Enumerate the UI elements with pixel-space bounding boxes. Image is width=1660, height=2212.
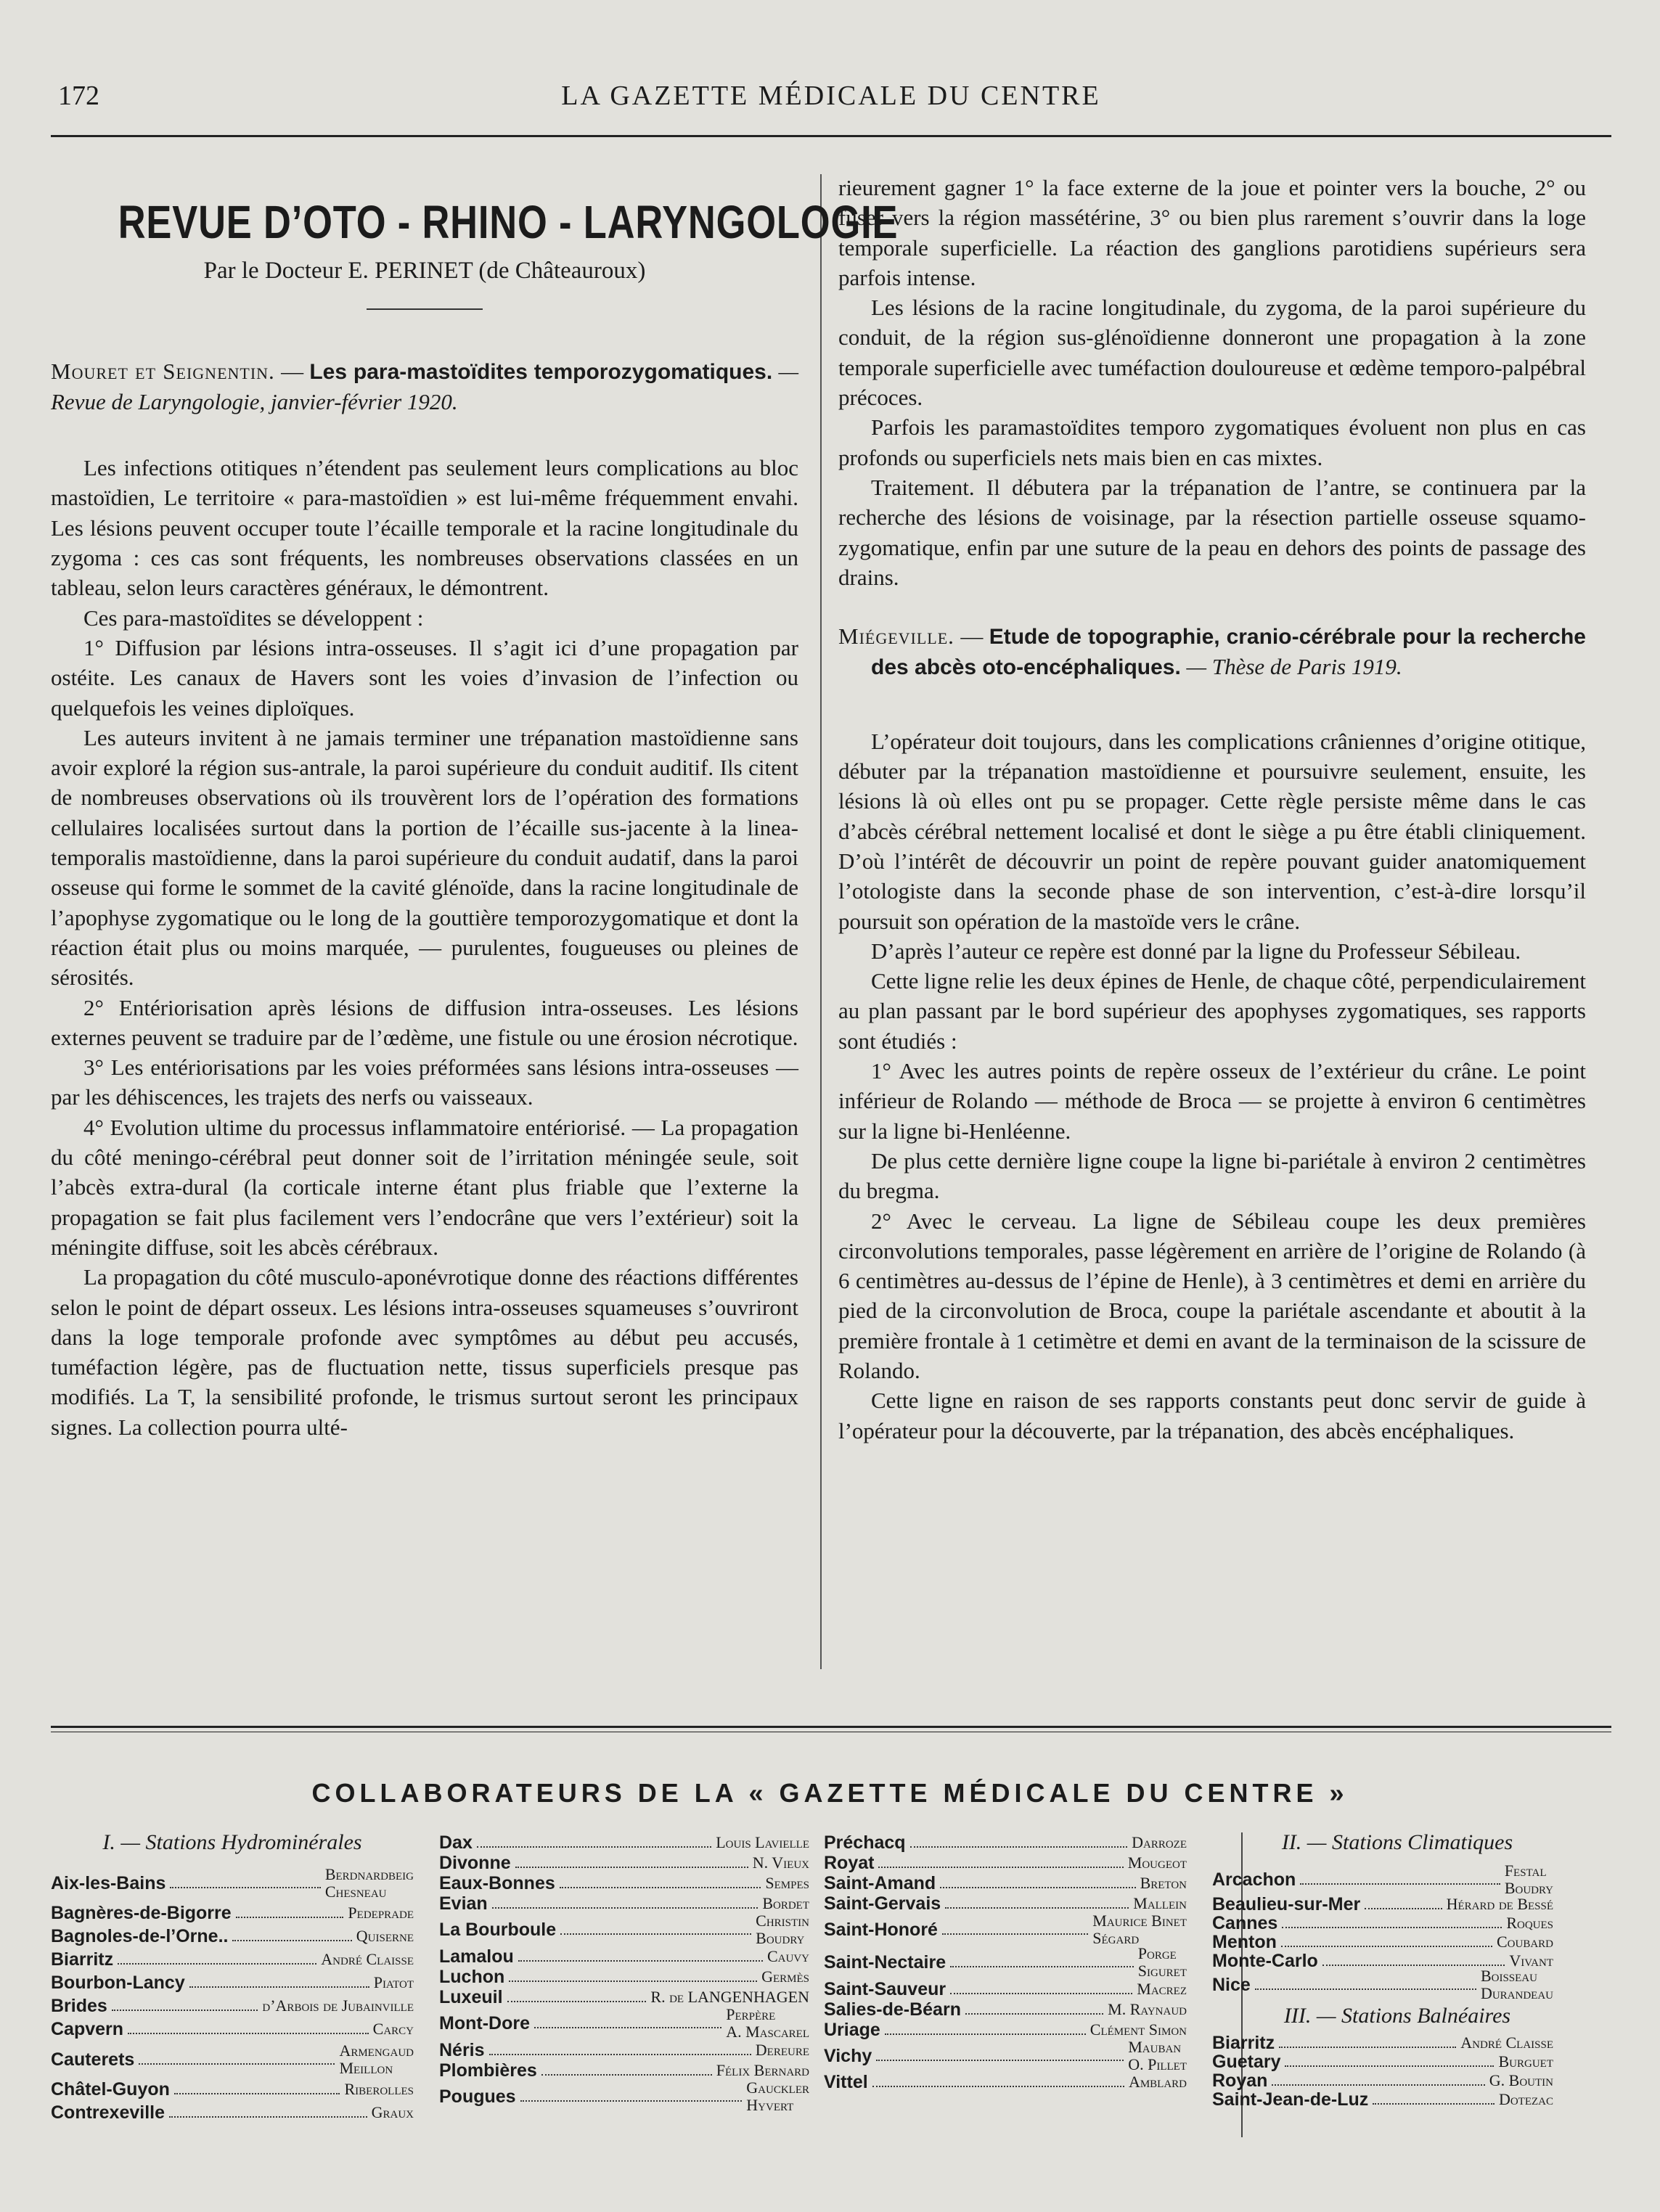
leader-dots bbox=[1281, 1937, 1492, 1947]
ref2-source: — Thèse de Paris 1919. bbox=[1180, 654, 1402, 680]
station-name: Luxeuil bbox=[439, 1986, 503, 2007]
running-head bbox=[51, 80, 1611, 123]
directory-entry bbox=[439, 1914, 809, 1946]
doctor-names: Cauvy bbox=[766, 1946, 809, 1965]
doctor-names: Gauckler Hyvert bbox=[746, 2078, 809, 2114]
doctor-names: Riberolles bbox=[344, 2080, 414, 2099]
station-name: Plombières bbox=[439, 2060, 537, 2081]
directory-column-1 bbox=[51, 1832, 414, 2124]
station-name: Arcachon bbox=[1212, 1869, 1296, 1890]
directory-entry bbox=[824, 1832, 1187, 1853]
doctor-names: Quiserne bbox=[356, 1927, 414, 1946]
leader-dots bbox=[560, 1878, 761, 1888]
collaborators-title: COLLABORATEURS DE LA « GAZETTE MÉDICALE DU CENTRE » bbox=[311, 1778, 1349, 1808]
station-name: Saint-Gervais bbox=[824, 1893, 941, 1914]
station-name: Evian bbox=[439, 1893, 488, 1914]
station-name: Dax bbox=[439, 1832, 473, 1853]
leader-dots bbox=[236, 1908, 344, 1918]
station-name: Luchon bbox=[439, 1966, 505, 1987]
leader-dots bbox=[885, 2025, 1086, 2035]
doctor-names: André Claisse bbox=[1460, 2033, 1553, 2052]
left-paragraphs bbox=[51, 453, 798, 1442]
station-name: Lamalou bbox=[439, 1946, 514, 1967]
station-name: Saint-Honoré bbox=[824, 1920, 938, 1941]
station-name: Monte-Carlo bbox=[1212, 1950, 1318, 1971]
doctor-names: Louis Lavielle bbox=[716, 1833, 809, 1851]
directory-entry bbox=[51, 2101, 414, 2124]
directory-entry bbox=[1212, 1895, 1553, 1914]
doctor-names: Dereure bbox=[755, 2040, 809, 2059]
station-name: Saint-Sauveur bbox=[824, 1978, 946, 1999]
journal-title: LA GAZETTE MÉDICALE DU CENTRE bbox=[561, 81, 1101, 111]
doctor-names: G. Boutin bbox=[1489, 2071, 1553, 2090]
directory-entry bbox=[1212, 1914, 1553, 1933]
doctor-names: Coubard bbox=[1496, 1932, 1553, 1951]
directory-entry bbox=[439, 1853, 809, 1873]
directory-entry bbox=[51, 2018, 414, 2041]
leader-dots bbox=[876, 2051, 1124, 2061]
station-name: Royan bbox=[1212, 2070, 1268, 2092]
ref2-author: Miégeville. bbox=[838, 623, 954, 650]
station-name: Saint-Nectaire bbox=[824, 1952, 946, 1973]
leader-dots bbox=[534, 2018, 721, 2028]
right-paragraphs-2 bbox=[838, 726, 1586, 1446]
directory-entry bbox=[824, 1853, 1187, 1873]
station-name: Saint-Jean-de-Luz bbox=[1212, 2089, 1369, 2110]
station-name: Biarritz bbox=[1212, 2033, 1275, 2054]
directory-entry bbox=[439, 2060, 809, 2081]
directory-entry bbox=[1212, 2033, 1553, 2052]
doctor-names: M. Raynaud bbox=[1108, 1999, 1187, 2018]
station-name: Contrexeville bbox=[51, 2102, 165, 2123]
station-name: Divonne bbox=[439, 1853, 511, 1873]
doctor-names: Porge Siguret bbox=[1137, 1944, 1187, 1980]
leader-dots bbox=[128, 2024, 369, 2034]
directory-entry bbox=[824, 1999, 1187, 2020]
leader-dots bbox=[518, 1951, 763, 1962]
doctor-names: Macrez bbox=[1137, 1979, 1187, 1998]
paragraph: Les lésions de la racine longitudinale, du zygoma, de la paroi supérieure du conduit, de la région sus-glénoïdienne donneront une propagation à la zone temporale superficielle avec tuméfaction douloureuse et œdème temporo-palpébral précoces. bbox=[838, 295, 1586, 411]
paragraph: 1° Diffusion par lésions intra-osseuses. Il s’agit ici d’une propagation par ostéite. Les canaux de Havers sont les voies d’invasion de l’infection ou quelquefois les veines diploïques. bbox=[51, 634, 798, 721]
directory-list-2 bbox=[439, 1832, 809, 2113]
doctor-names: Clément Simon bbox=[1089, 2020, 1187, 2039]
station-name: Salies-de-Béarn bbox=[824, 1999, 961, 2020]
directory-entry bbox=[51, 2078, 414, 2101]
byline: Par le Docteur E. PERINET (de Châteauroux) bbox=[203, 258, 646, 284]
page-number: 172 bbox=[58, 81, 99, 111]
leader-dots bbox=[945, 1898, 1129, 1909]
leader-dots bbox=[170, 1878, 320, 1888]
station-name: Saint-Amand bbox=[824, 1873, 936, 1893]
station-name: Bagnoles-de-l’Orne.. bbox=[51, 1926, 229, 1947]
doctor-names: Hérard de Bessé bbox=[1446, 1894, 1553, 1913]
leader-dots bbox=[174, 2084, 340, 2094]
directory-entry bbox=[51, 2041, 414, 2078]
doctor-names: Germès bbox=[761, 1967, 809, 1986]
doctor-names: Mallein bbox=[1133, 1894, 1187, 1912]
right-column bbox=[838, 173, 1586, 1446]
header-rule bbox=[51, 135, 1611, 137]
station-name: Capvern bbox=[51, 2019, 124, 2040]
station-name: Brides bbox=[51, 1996, 107, 2017]
paragraph: Cette ligne en raison de ses rapports constants peut donc servir de guide à l’opérateur pour la découverte, par la trépanation, des abcès encéphaliques. bbox=[838, 1388, 1586, 1443]
doctor-names: Boisseau Durandeau bbox=[1480, 1967, 1553, 2003]
station-name: La Bourboule bbox=[439, 1920, 557, 1941]
station-name: Eaux-Bonnes bbox=[439, 1873, 555, 1893]
doctor-names: Berdnardbeig Chesneau bbox=[324, 1864, 414, 1901]
directory-entry bbox=[51, 1971, 414, 1994]
doctor-names: Pedeprade bbox=[348, 1904, 414, 1922]
directory-heading-2: II. — Stations Climatiques bbox=[1281, 1830, 1513, 1854]
leader-dots bbox=[1282, 1918, 1502, 1928]
directory-entry bbox=[439, 1946, 809, 1967]
ref1-authors: Mouret et Seignentin. bbox=[51, 358, 275, 384]
directory-entry bbox=[1212, 1933, 1553, 1951]
spacer bbox=[838, 697, 1586, 726]
directory-entry bbox=[51, 1948, 414, 1971]
directory-entry bbox=[51, 1994, 414, 2018]
leader-dots bbox=[507, 1992, 647, 2002]
directory-column-3 bbox=[824, 1832, 1187, 2092]
ref1-source: — Revue de Laryngologie, janvier-février 1920. bbox=[51, 358, 799, 414]
leader-dots bbox=[1365, 1899, 1442, 1909]
directory-entry bbox=[439, 1893, 809, 1914]
directory-entry bbox=[439, 1873, 809, 1893]
leader-dots bbox=[950, 1957, 1134, 1967]
station-name: Bagnères-de-Bigorre bbox=[51, 1903, 232, 1924]
article-title: REVUE D’OTO - RHINO - LARYNGOLOGIE bbox=[118, 196, 899, 248]
station-name: Préchacq bbox=[824, 1832, 906, 1853]
leader-dots bbox=[1300, 1875, 1500, 1885]
paragraph: Parfois les paramastoïdites temporo zygomatiques évoluent non plus en cas profonds ou superficiels nets mais bien en cas mixtes. bbox=[838, 414, 1586, 470]
leader-dots bbox=[169, 2107, 367, 2118]
station-name: Uriage bbox=[824, 2019, 880, 2040]
paragraph: 2° Entériorisation après lésions de diffusion intra-osseuses. Les lésions externes peuvent se traduire par de l’œdème, une fistule ou une érosion nécrotique. bbox=[51, 994, 798, 1050]
station-name: Cauterets bbox=[51, 2049, 135, 2070]
station-name: Mont-Dore bbox=[439, 2013, 530, 2034]
directory-entry bbox=[824, 2072, 1187, 2092]
doctor-names: Maurice Binet Ségard bbox=[1092, 1912, 1187, 1948]
leader-dots bbox=[965, 2004, 1103, 2015]
directory-list-3 bbox=[824, 1832, 1187, 2092]
station-name: Nice bbox=[1212, 1975, 1251, 1996]
leader-dots bbox=[1279, 2038, 1456, 2048]
station-name: Châtel-Guyon bbox=[51, 2079, 170, 2100]
leader-dots bbox=[1272, 2076, 1484, 2086]
column-divider bbox=[820, 174, 822, 1669]
leader-dots bbox=[1285, 2057, 1494, 2067]
leader-dots bbox=[1322, 1956, 1505, 1966]
directory-entry bbox=[1212, 1861, 1553, 1897]
station-name: Guetary bbox=[1212, 2052, 1281, 2073]
leader-dots bbox=[118, 1954, 316, 1965]
doctor-names: Armengaud Meillon bbox=[339, 2041, 414, 2077]
doctor-names: Dotezac bbox=[1498, 2090, 1553, 2109]
leader-dots bbox=[910, 1838, 1128, 1848]
directory-entry bbox=[824, 2040, 1187, 2073]
paragraph: D’après l’auteur ce repère est donné par la ligne du Professeur Sébileau. bbox=[871, 938, 1521, 964]
directory-list-4 bbox=[1212, 1861, 1553, 2003]
station-name: Pougues bbox=[439, 2086, 516, 2107]
leader-dots bbox=[872, 2077, 1124, 2087]
directory-entry bbox=[439, 1832, 809, 1853]
directory-entry bbox=[824, 1893, 1187, 1914]
station-name: Beaulieu-sur-Mer bbox=[1212, 1893, 1361, 1914]
paragraph: Ces para-mastoïdites se développent : bbox=[83, 605, 424, 631]
doctor-names: Mauban O. Pillet bbox=[1128, 2038, 1187, 2073]
doctor-names: Sempes bbox=[765, 1874, 809, 1892]
ref2-title: Etude de topographie, cranio-cérébrale pour la recherche des abcès oto-encéphaliques. bbox=[871, 625, 1586, 680]
doctor-names: Félix Bernard bbox=[716, 2060, 809, 2079]
paragraph: L’opérateur doit toujours, dans les complications crâniennes d’origine otitique, débuter par la trépanation mastoïdienne et poursuivre seulement, ensuite, les lésions là où elles ont pu se propager. Cette règle persiste même dans le cas d’abcès cérébral nettement localisé et dont le siège a pu être établi cliniquement. D’où l’intérêt de découvrir un point de repère pouvant guider anatomiquement l’otologiste dans la seconde phase de son intervention, c’est-à-dire lorsqu’il poursuit son opération de la mastoïde vers le crâne. bbox=[838, 728, 1586, 934]
doctor-names: Perpère A. Mascarel bbox=[726, 2005, 809, 2041]
station-name: Aix-les-Bains bbox=[51, 1872, 166, 1893]
leader-dots bbox=[232, 1931, 351, 1941]
spacer bbox=[51, 431, 798, 453]
doctor-names: Graux bbox=[371, 2103, 414, 2122]
leader-dots bbox=[942, 1925, 1088, 1935]
ref2-dash: — bbox=[954, 623, 989, 650]
station-name: Néris bbox=[439, 2039, 485, 2060]
directory-entry bbox=[439, 2040, 809, 2060]
doctor-names: Roques bbox=[1506, 1913, 1553, 1932]
leader-dots bbox=[940, 1878, 1135, 1888]
footer-rule-thick bbox=[51, 1726, 1611, 1728]
directory-entry bbox=[1212, 2071, 1553, 2090]
leader-dots bbox=[515, 1858, 748, 1868]
doctor-names: Carcy bbox=[372, 2020, 414, 2039]
doctor-names: Breton bbox=[1140, 1874, 1187, 1892]
directory-entry bbox=[1212, 2090, 1553, 2109]
doctor-names: Bordet bbox=[762, 1894, 809, 1912]
paragraph: 2° Avec le cerveau. La ligne de Sébileau coupe les deux premières circonvolutions temporales, passe légèrement en arrière de l’origine de Rolando (à 6 centimètres au-dessus de l’épine de Henle), à 3 centimètres et demi en arrière du pied de la circonvolution de Broca, coupe la pariétale ascendante et aboutit à la première frontale à 1 cetimètre et demi en avant de la terminaison de la scissure de Rolando. bbox=[838, 1208, 1586, 1383]
paragraph: Traitement. Il débutera par la trépanation de l’antre, se continuera par la recherche des lésions de voisinage, par la résection partielle osseuse squamo-zygomatique, enfin par une suture de la peau en dehors des points de passage des drains. bbox=[838, 474, 1586, 590]
directory-entry bbox=[1212, 1967, 1553, 2003]
directory-list-1 bbox=[51, 1864, 414, 2124]
leader-dots bbox=[1255, 1980, 1476, 1990]
directory-entry bbox=[824, 1979, 1187, 1999]
directory-entry bbox=[439, 2007, 809, 2040]
leader-dots bbox=[509, 1972, 757, 1982]
directory-entry bbox=[51, 1864, 414, 1901]
directory-entry bbox=[824, 1946, 1187, 1979]
directory-entry bbox=[824, 1873, 1187, 1893]
station-name: Vittel bbox=[824, 2072, 868, 2093]
leader-dots bbox=[477, 1838, 711, 1848]
leader-dots bbox=[560, 1925, 751, 1935]
leader-dots bbox=[492, 1898, 759, 1909]
paragraph: 4° Evolution ultime du processus inflammatoire entériorisé. — La propagation du côté meningo-cérébral peut donner soit de l’irritation méningée seule, soit l’abcès extra-dural (la corticale interne étant plus friable que l’externe la propagation se fait plus facilement vers l’endocrâne que vers l’extérieur) soit la méningite diffuse, soit les abcès cérébraux. bbox=[51, 1114, 798, 1260]
paragraph: La propagation du côté musculo-aponévrotique donne des réactions différentes selon le point de départ osseux. Les lésions intra-osseuses squameuses s’ouvriront dans la loge temporale profonde avec symptômes au début peu accusés, tuméfaction légère, pas de fluctuation nette, tissus superficiels presque pas modifiés. La T, la sensibilité profonde, le trismus surtout seront les principaux signes. La collection pourra ulté- bbox=[51, 1264, 798, 1440]
leader-dots bbox=[950, 1984, 1132, 1994]
doctor-names: Festal Boudry bbox=[1504, 1861, 1553, 1897]
leader-dots bbox=[1373, 2094, 1495, 2105]
leader-dots bbox=[189, 1978, 369, 1988]
leader-dots bbox=[112, 2001, 258, 2011]
doctor-names: Burguet bbox=[1498, 2052, 1553, 2071]
directory-entry bbox=[824, 2020, 1187, 2040]
station-name: Bourbon-Lancy bbox=[51, 1973, 185, 1994]
station-name: Royat bbox=[824, 1853, 875, 1873]
paragraph: Les auteurs invitent à ne jamais terminer une trépanation mastoïdienne sans avoir exploré la région sus-antrale, la paroi supérieure du conduit auditif. Ils citent de nombreuses observations où ils trouvèrent lors de l’opération des formations cellulaires localisées surtout dans la portion de l’écaille sus-jacente à la linea-temporalis mastoïdienne, dans la paroi supérieure du conduit audatif, dans la paroi osseuse qui forme le sommet de la cavité glénoïde, dans la racine longitudinale de l’apophyse zygomatique ou le long de la gouttière temporozygomatique et dont la réaction était plus ou moins marquée, — purulentes, fougueuses ou pleines de sérosités. bbox=[51, 724, 798, 991]
doctor-names: Darroze bbox=[1132, 1833, 1187, 1851]
ref1-dash: — bbox=[274, 358, 310, 384]
directory-entry bbox=[439, 1987, 809, 2007]
leader-dots bbox=[139, 2055, 335, 2065]
directory-entry bbox=[51, 1901, 414, 1925]
right-paragraphs-1 bbox=[838, 173, 1586, 592]
directory-entry bbox=[824, 1914, 1187, 1946]
directory-list-5 bbox=[1212, 2033, 1553, 2109]
directory-entry bbox=[51, 1925, 414, 1948]
directory-entry bbox=[1212, 2052, 1553, 2071]
paragraph: 1° Avec les autres points de repère osseux de l’extérieur du crâne. Le point inférieur de Rolando — méthode de Broca — se projette à environ 6 centimètres sur la ligne bi-Henléenne. bbox=[838, 1058, 1586, 1144]
reference-2 bbox=[838, 621, 1586, 683]
doctor-names: Amblard bbox=[1128, 2073, 1187, 2092]
spacer bbox=[838, 592, 1586, 621]
directory-entry bbox=[439, 2078, 809, 2114]
paragraph: 3° Les entériorisations par les voies préformées sans lésions intra-osseuses — par les déhiscences, les trajets des nerfs ou vaisseaux. bbox=[51, 1054, 798, 1110]
doctor-names: André Claisse bbox=[321, 1950, 414, 1969]
doctor-names: N. Vieux bbox=[752, 1853, 809, 1872]
leader-dots bbox=[878, 1858, 1123, 1868]
doctor-names: Mougeot bbox=[1127, 1853, 1187, 1872]
leader-dots bbox=[541, 2065, 712, 2076]
doctor-names: Piatot bbox=[373, 1973, 414, 1992]
title-rule bbox=[367, 308, 483, 310]
doctor-names: R. de LANGENHAGEN bbox=[650, 1987, 809, 2006]
paragraph: Les infections otitiques n’étendent pas seulement leurs complications au bloc mastoïdien, Le territoire « para-mastoïdien » est lui-même fréquemment envahi. Les lésions peuvent occuper toute l’écaille temporale et la racine longitudinale du zygoma : ces cas sont fréquents, les nombreuses observations classées en un tableau, selon leurs caractères généraux, le démontrent. bbox=[51, 455, 798, 601]
ref1-title: Les para-mastoïdites temporozygomatiques. bbox=[309, 359, 773, 384]
paragraph: Cette ligne relie les deux épines de Henle, de chaque côté, perpendiculairement au plan passant par le bord supérieur des apophyses zygomatiques, ses rapports sont étudiés : bbox=[838, 968, 1586, 1054]
station-name: Biarritz bbox=[51, 1949, 114, 1970]
directory-heading-1: I. — Stations Hydrominérales bbox=[102, 1830, 362, 1854]
paragraph: De plus cette dernière ligne coupe la ligne bi-pariétale à environ 2 centimètres du bregma. bbox=[838, 1147, 1586, 1204]
directory-column-4 bbox=[1212, 1832, 1553, 2109]
reference-1 bbox=[51, 356, 798, 417]
station-name: Cannes bbox=[1212, 1912, 1278, 1933]
directory-column-2 bbox=[439, 1832, 809, 2113]
paragraph: rieurement gagner 1° la face externe de la joue et pointer vers la bouche, 2° ou fuser vers la région massétérine, 3° ou bien plus rarement s’ouvrir dans la loge temporale superficielle. La réaction des ganglions parotidiens supérieurs sera parfois intense. bbox=[838, 175, 1586, 290]
leader-dots bbox=[489, 2045, 751, 2055]
doctor-names: Vivant bbox=[1509, 1951, 1553, 1970]
doctor-names: Christin Boudry bbox=[756, 1912, 809, 1948]
station-name: Menton bbox=[1212, 1931, 1277, 1952]
doctor-names: d’Arbois de Jubainville bbox=[262, 1996, 414, 2015]
station-name: Vichy bbox=[824, 2045, 872, 2066]
leader-dots bbox=[520, 2092, 743, 2102]
directory-heading-3: III. — Stations Balnéaires bbox=[1283, 2004, 1511, 2028]
directory-entry bbox=[439, 1967, 809, 1987]
